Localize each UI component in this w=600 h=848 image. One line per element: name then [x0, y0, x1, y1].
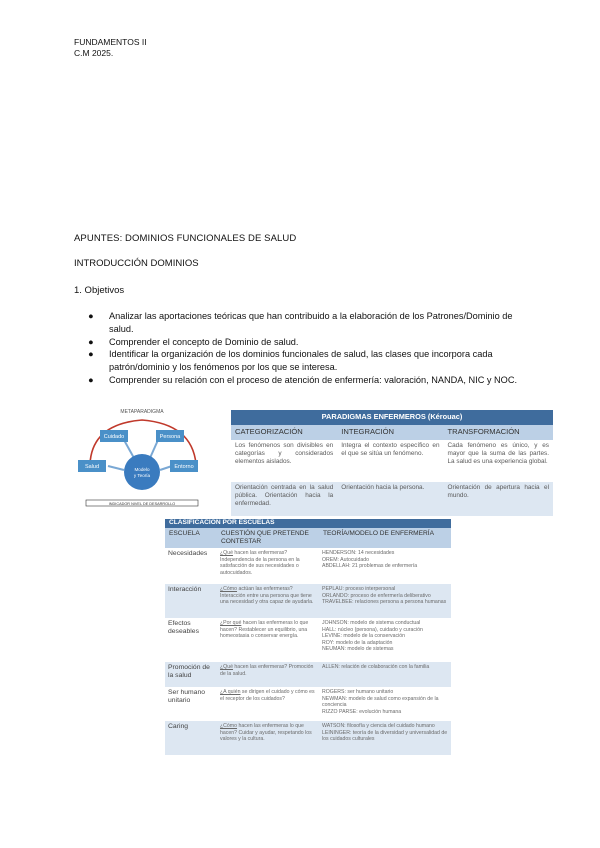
table-row: Necesidades ¿Qué hacen las enfermeras? Independencia de la persona en la satisfacción de sus necesidades o autocuidados. HENDERSON: 14 necesidades OREM: Autocuidado ABDELLAH: 21 problemas de enfermería: [165, 548, 451, 584]
col-integracion: INTEGRACIÓN: [337, 425, 443, 440]
svg-text:Entorno: Entorno: [174, 464, 194, 470]
col-cuestion: CUESTIÓN QUE PRETENDE CONTESTAR: [217, 528, 319, 548]
table-row: Interacción ¿Cómo actúan las enfermeras? Interacción entre una persona que tiene una necesidad y otra capaz de ayudarla. PEPLAU: proceso interpersonal ORLANDO: proceso de enfermería deliberativo TRAVELBEE: relaciones persona a persona humanas: [165, 584, 451, 618]
objectives-list: [88, 310, 528, 387]
document-title: APUNTES: DOMINIOS FUNCIONALES DE SALUD: [74, 233, 297, 244]
col-categorizacion: CATEGORIZACIÓN: [231, 425, 337, 440]
course-name: FUNDAMENTOS II: [74, 37, 147, 47]
list-item: ● Comprender su relación con el proceso de atención de enfermería: valoración, NANDA, NIC y NOC.: [88, 374, 518, 385]
bullet-icon: ●: [88, 374, 94, 385]
document-header: [74, 37, 147, 58]
connector: [150, 440, 158, 458]
bullet-icon: ●: [88, 349, 94, 360]
table-row: Los fenómenos son divisibles en categorías y considerados elementos aislados. Integra el contexto específico en el que se sitúa un fenómeno. Cada fenómeno es único, y es mayor que la suma de las partes. La salud es una experiencia global.: [231, 440, 553, 482]
table-row: Orientación centrada en la salud pública. Orientación hacia la enfermedad. Orientación hacia la persona. Orientación de apertura hacia el mundo.: [231, 482, 553, 516]
table-row: Caring ¿Cómo hacen las enfermeras lo que hacen? Cuidar y ayudar, respetando los valores y la cultura. WATSON: filosofía y ciencia del cuidado humano LEININGER: teoría de la diversidad y universalidad de los cuidados culturales: [165, 721, 451, 755]
svg-text:Modelo: Modelo: [134, 467, 150, 472]
paradigms-title: PARADIGMAS ENFERMEROS (Kérouac): [231, 410, 553, 425]
table-row: Ser humano unitario ¿A quién se dirigen el cuidado y cómo es el receptor de los cuidados? ROGERS: ser humano unitario NEWMAN: modelo de salud como expansión de la conciencia RIZZO PARSE: evolución humana: [165, 687, 451, 721]
col-teoria: TEORÍA/MODELO DE ENFERMERÍA: [319, 528, 451, 548]
col-escuela: ESCUELA: [165, 528, 217, 548]
list-item: ● Identificar la organización de los dominios funcionales de salud, las clases que incorpora cada patrón/dominio y los fenómenos por los que se interesa.: [88, 349, 493, 373]
col-transformacion: TRANSFORMACIÓN: [444, 425, 554, 440]
table-row: Promoción de la salud ¿Qué hacen las enfermeras? Promoción de la salud. ALLEN: relación de colaboración con la familia: [165, 662, 451, 687]
svg-text:y Teoría: y Teoría: [133, 473, 151, 478]
connector: [108, 466, 124, 470]
diagram-footer: INDICADOR NIVEL DE DESARROLLO: [108, 502, 176, 506]
course-year: C.M 2025.: [74, 47, 114, 58]
node-modelo-teoria: [124, 454, 160, 490]
metaparadigm-diagram: [72, 406, 212, 512]
section-subtitle: INTRODUCCIÓN DOMINIOS: [74, 258, 199, 269]
list-item: ● Comprender el concepto de Dominio de salud.: [88, 336, 299, 347]
bullet-icon: ●: [88, 336, 94, 347]
svg-text:Persona: Persona: [159, 434, 181, 440]
diagram-title: METAPARADIGMA: [120, 409, 164, 415]
connector: [124, 440, 134, 458]
list-item: ● Analizar las aportaciones teóricas que han contribuido a la elaboración de los Patrones/Dominio de salud.: [88, 311, 513, 334]
schools-table: [165, 519, 451, 755]
svg-text:Cuidado: Cuidado: [103, 434, 125, 440]
objectives-heading: 1. Objetivos: [74, 285, 125, 296]
paradigms-table: [231, 410, 553, 516]
bullet-icon: ●: [88, 311, 94, 321]
table-row: Efectos deseables ¿Por qué hacen las enfermeras lo que hacen? Restablecer un equilibrio, una homeostasia o conservar energía. JOHNSON: modelo de sistema conductual HALL: núcleo (persona), cuidado y curación LEVINE: modelo de la conservación ROY: modelo de la adaptación NEUMAN: modelo de sistemas: [165, 618, 451, 662]
svg-text:Salud: Salud: [84, 464, 100, 470]
schools-title: CLASIFICACIÓN POR ESCUELAS: [165, 519, 451, 528]
